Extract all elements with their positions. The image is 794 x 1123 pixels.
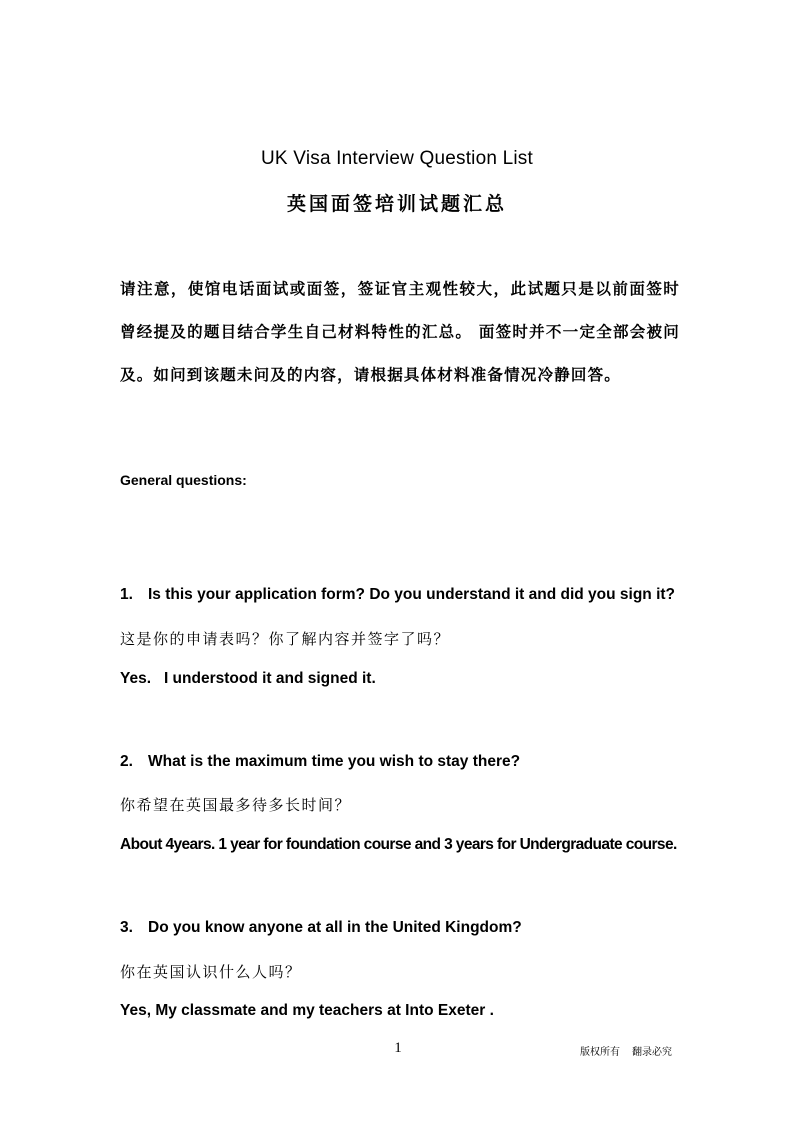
- question-text: Is this your application form? Do you understand it and did you sign it?: [148, 586, 676, 603]
- question-number: 1.: [120, 586, 133, 603]
- question-2-answer: About 4years. 1 year for foundation course and 3 years for Undergraduate course.: [120, 836, 677, 853]
- section-heading: General questions:: [120, 472, 247, 488]
- question-number: 2.: [120, 753, 133, 770]
- footer-piracy: 翻录必究: [632, 1047, 672, 1058]
- question-text: What is the maximum time you wish to stay there?: [148, 753, 521, 770]
- title-chinese: 英国面签培训试题汇总: [286, 193, 507, 215]
- question-3-answer: Yes, My classmate and my teachers at Into Exeter .: [120, 1002, 494, 1019]
- footer-rights: 版权所有: [580, 1047, 620, 1058]
- page-number: 1: [394, 1040, 402, 1056]
- question-2-translation: 你希望在英国最多待多长时间？: [120, 796, 352, 814]
- title-english: UK Visa Interview Question List: [261, 148, 533, 169]
- footer-copyright: [580, 1043, 672, 1058]
- notice-paragraph: 请注意，使馆电话面试或面签，签证官主观性较大，此试题只是以前面签时曾经提及的题目结合学生自己材料特性的汇总。 面签时并不一定全部会被问及。如问到该题未问及的内容，请根据具体材料准备情况冷静回答。: [120, 280, 680, 384]
- question-3-translation: 你在英国认识什么人吗？: [120, 963, 302, 981]
- question-number: 3.: [120, 919, 133, 936]
- question-1: [120, 586, 675, 604]
- question-text: Do you know anyone at all in the United Kingdom?: [148, 919, 522, 936]
- question-1-answer: Yes. I understood it and signed it.: [120, 670, 376, 687]
- question-3: [120, 919, 522, 937]
- question-2: [120, 753, 520, 771]
- question-1-translation: 这是你的申请表吗？你了解内容并签字了吗？: [120, 630, 451, 648]
